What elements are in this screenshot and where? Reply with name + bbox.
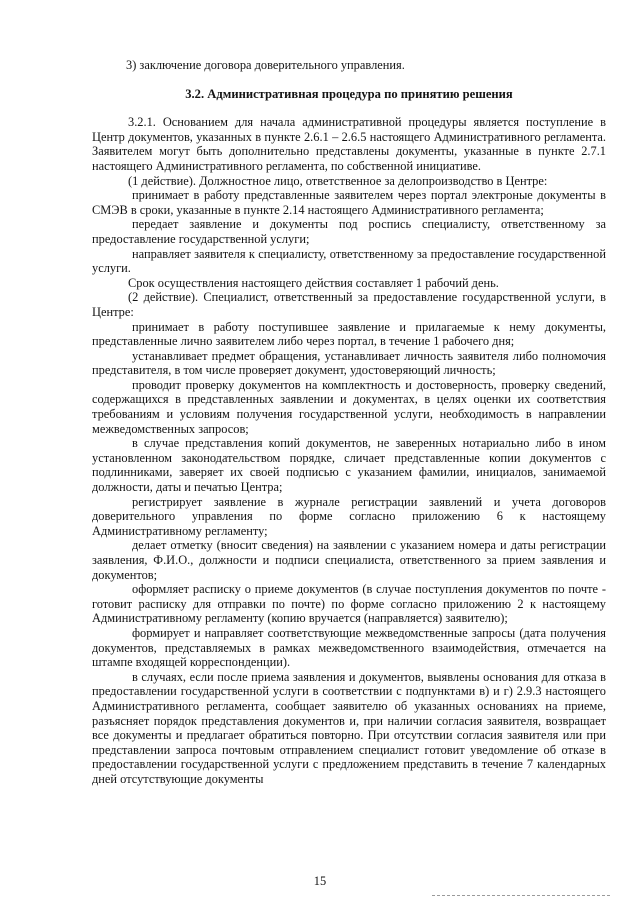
paragraph-3-2-1: 3.2.1. Основанием для начала административной процедуры является поступление в Центр документов, указанных в пункте 2.6.1 – 2.6.5 настоящего Административного регламента. Заявителем могут быть дополнительно представлены документы, указанные в пункте 2.7.1 настоящего Административного регламента, по собственной инициативе. <box>92 115 606 173</box>
paragraph-accepts-portal: принимает в работу представленные заявителем через портал электроные документы в СМЭВ в сроки, указанные в пункте 2.14 настоящего Административного регламента; <box>92 188 606 217</box>
paragraph-term: Срок осуществления настоящего действия составляет 1 рабочий день. <box>128 275 499 290</box>
paragraph-directs: направляет заявителя к специалисту, ответственному за предоставление государственной услуги. <box>92 246 606 276</box>
section-heading: 3.2. Административная процедура по принятию решения <box>185 86 513 101</box>
paragraph-transfers: передает заявление и документы под роспись специалисту, ответственному за предоставление государственной услуги; <box>92 217 606 246</box>
paragraph-action-2: (2 действие). Специалист, ответственный за предоставление государственной услуги, в Центре: <box>92 290 606 319</box>
paragraph-registers: регистрирует заявление в журнале регистрации заявлений и учета договоров доверительного управления по форме согласно приложению 6 к настоящему Административному регламенту; <box>92 494 606 538</box>
paragraph-verifies: проводит проверку документов на комплектность и достоверность, проверку сведений, содержащихся в представленных заявлении и документах, в целях оценки их соответствия требованиям и условиям получения государственной услуги, необходимость в направлении межведомственных запросов; <box>92 377 606 436</box>
paragraph-marks: делает отметку (вносит сведения) на заявлении с указанием номера и даты регистрации заявления, Ф.И.О., должности и подписи специалиста, ответственного за прием заявления и документов; <box>92 538 606 582</box>
scan-artifact-line <box>432 895 610 896</box>
paragraph-action-1: (1 действие). Должностное лицо, ответственное за делопроизводство в Центре: <box>128 173 548 188</box>
intro-list-item: 3) заключение договора доверительного управления. <box>126 58 405 72</box>
paragraph-accepts-application: принимает в работу поступившее заявление и прилагаемые к нему документы, представленные лично заявителем либо через портал, в течение 1 рабочего дня; <box>92 319 606 349</box>
page-number: 15 <box>313 874 327 888</box>
paragraph-requests: формирует и направляет соответствующие межведомственные запросы (дата получения документов, представляемых в рамках межведомственного взаимодействия, отмечается на штампе входящей корреспонденции). <box>92 625 606 670</box>
paragraph-receipt: оформляет расписку о приеме документов (в случае поступления документов по почте - готовит расписку для отправки по почте) по форме согласно приложению 2 к настоящему Административному регламенту (копию вручается (направляется) заявителю); <box>92 582 606 626</box>
paragraph-copies: в случае представления копий документов, не заверенных нотариально либо в ином установленном законодательством порядке, сличает представленные копии документов с подлинниками, заверяет их своей подписью с указанием фамилии, инициалов, занимаемой должности, даты и печатью Центра; <box>92 436 606 495</box>
document-page <box>92 58 606 787</box>
paragraph-identifies: устанавливает предмет обращения, устанавливает личность заявителя либо полномочия представителя, в том числе проверяет документ, удостоверяющий личность; <box>92 348 606 378</box>
paragraph-refusal: в случаях, если после приема заявления и документов, выявлены основания для отказа в предоставлении государственной услуги в соответствии с подпунктами в) и г) 2.9.3 настоящего Административного регламента, сообщает заявителю об указанных основаниях на приеме, разъясняет порядок представления документов и, при наличии согласия заявителя, возвращает все документы и предлагает обратиться повторно. При отсутствии согласия заявителя или при представлении запроса почтовым отправлением специалист готовит уведомление об отказе в предоставлении государственной услуги с предложением представить в течение 7 календарных дней отсутствующие документы <box>92 669 606 786</box>
